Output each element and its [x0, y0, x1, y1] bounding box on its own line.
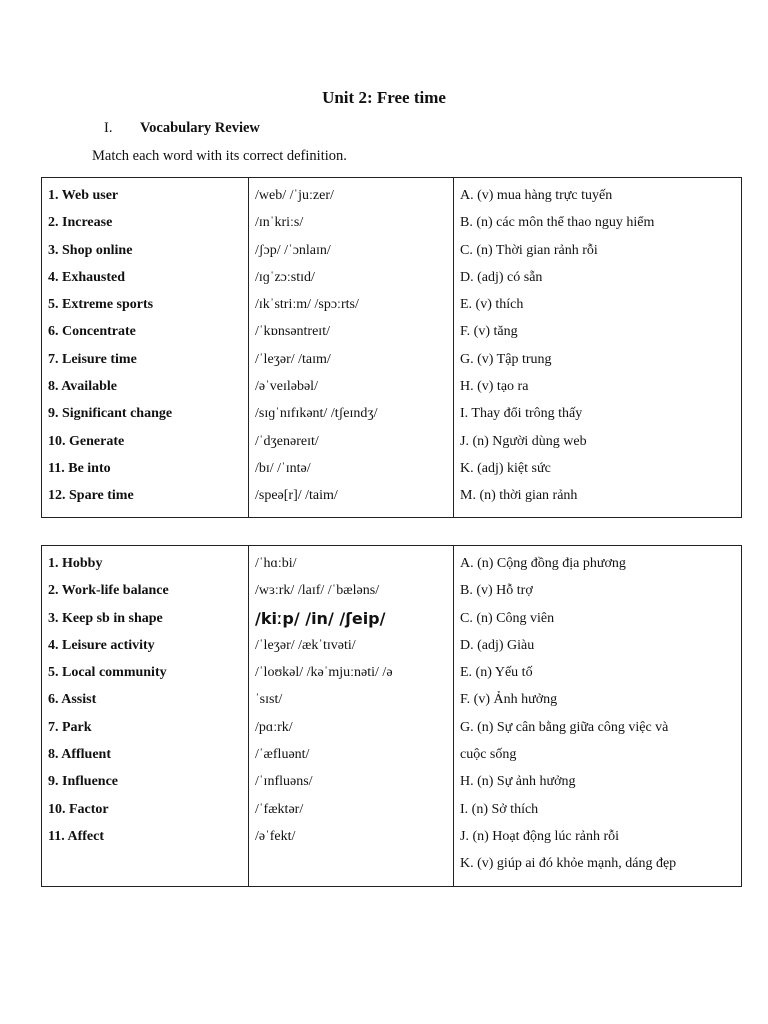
ipa-item: /ˈɪnfluəns/: [255, 774, 313, 790]
ipa-item: /web/ /ˈjuːzer/: [255, 188, 334, 203]
definition-item: D. (adj) Giàu: [460, 637, 535, 653]
section-heading: [104, 120, 260, 137]
word-item: 12. Spare time: [48, 488, 134, 504]
word-column: [42, 178, 249, 518]
ipa-item: /wɜːrk/ /laɪf/ /ˈbæləns/: [255, 583, 380, 599]
word-item: 5. Extreme sports: [48, 297, 154, 313]
definition-item: G. (v) Tập trung: [460, 351, 552, 367]
word-item: 10. Factor: [48, 801, 109, 817]
word-item: 11. Be into: [48, 460, 111, 476]
definition-item: G. (n) Sự cân bằng giữa công việc và: [460, 719, 669, 735]
ipa-item: /əˈfekt/: [255, 828, 296, 844]
vocabulary-table-2: [41, 545, 742, 887]
definition-item: B. (n) các môn thể thao nguy hiểm: [460, 215, 655, 231]
ipa-item: /əˈveɪləbəl/: [255, 379, 318, 395]
word-item: 3. Keep sb in shape: [48, 610, 163, 626]
definition-item: E. (v) thích: [460, 297, 524, 313]
word-column: [42, 546, 249, 887]
page-title: Unit 2: Free time: [322, 88, 446, 107]
word-item: 2. Increase: [48, 215, 113, 231]
section-heading-text: Vocabulary Review: [140, 120, 260, 136]
ipa-item: /ˈæfluənt/: [255, 747, 310, 763]
word-item: 7. Park: [48, 719, 92, 735]
word-item: 4. Leisure activity: [48, 637, 155, 653]
word-item: 9. Influence: [48, 774, 118, 790]
ipa-item: /ˈleʒər/ /taɪm/: [255, 351, 331, 367]
word-item: 8. Affluent: [48, 747, 111, 763]
word-item: 8. Available: [48, 379, 117, 395]
definition-item: I. Thay đổi trông thấy: [460, 406, 583, 422]
ipa-item: /speə[r]/ /taim/: [255, 488, 338, 504]
ipa-item: /ˈhɑːbi/: [255, 556, 297, 571]
ipa-item: /ˈkɒnsəntreɪt/: [255, 324, 330, 340]
table-row: [42, 178, 742, 518]
ipa-item: /ɪkˈstriːm/ /spɔːrts/: [255, 297, 359, 313]
ipa-item: /ˈloʊkəl/ /kəˈmjuːnəti/ /ə: [255, 665, 393, 681]
ipa-item: /ɪɡˈzɔːstɪd/: [255, 269, 315, 285]
definition-item: cuộc sống: [460, 747, 517, 763]
definition-item: F. (v) tăng: [460, 324, 518, 340]
ipa-column: [249, 178, 454, 518]
definition-item: M. (n) thời gian rảnh: [460, 488, 578, 504]
word-item: 3. Shop online: [48, 242, 133, 258]
instruction-text: Match each word with its correct definition.: [92, 148, 347, 164]
word-item: 6. Assist: [48, 692, 97, 708]
definition-item: A. (v) mua hàng trực tuyến: [460, 188, 613, 203]
word-item: 9. Significant change: [48, 406, 173, 422]
table-row: [42, 546, 742, 887]
definition-item: J. (n) Hoạt động lúc rảnh rỗi: [460, 828, 620, 844]
section-number: I.: [104, 120, 113, 136]
definition-item: K. (adj) kiệt sức: [460, 460, 551, 476]
definition-item: A. (n) Cộng đồng địa phương: [460, 556, 626, 571]
definition-item: I. (n) Sở thích: [460, 801, 539, 817]
ipa-item: /ʃɔp/ /ˈɔnlaɪn/: [255, 242, 331, 258]
ipa-item: ˈsɪst/: [255, 692, 283, 708]
ipa-item: /pɑːrk/: [255, 719, 293, 735]
ipa-item: /ˈfæktər/: [255, 801, 304, 817]
vocabulary-table-1: [41, 177, 742, 518]
definition-item: H. (n) Sự ảnh hưởng: [460, 774, 576, 790]
definition-item: F. (v) Ảnh hưởng: [460, 692, 558, 708]
ipa-item: /kiːp/ /in/ /ʃeip/: [255, 608, 386, 628]
ipa-item: /ɪnˈkriːs/: [255, 215, 304, 231]
definition-item: D. (adj) có sẵn: [460, 269, 543, 285]
ipa-item: /bɪ/ /ˈɪntə/: [255, 460, 311, 476]
word-item: 11. Affect: [48, 828, 104, 844]
definition-item: C. (n) Công viên: [460, 610, 555, 626]
word-item: 4. Exhausted: [48, 269, 126, 285]
word-item: 2. Work-life balance: [48, 583, 169, 599]
ipa-column: [249, 546, 454, 887]
definition-item: C. (n) Thời gian rảnh rỗi: [460, 242, 598, 258]
word-item: 7. Leisure time: [48, 351, 137, 367]
word-item: 10. Generate: [48, 433, 125, 449]
word-item: 1. Hobby: [48, 556, 103, 571]
definition-column: [454, 546, 742, 887]
definition-item: E. (n) Yếu tố: [460, 665, 533, 681]
ipa-item: /sɪɡˈnɪfɪkənt/ /tʃeɪndʒ/: [255, 406, 378, 422]
word-item: 6. Concentrate: [48, 324, 136, 340]
ipa-item: /ˈdʒenəreɪt/: [255, 433, 319, 449]
word-item: 5. Local community: [48, 665, 167, 681]
ipa-item: /ˈleʒər/ /ækˈtɪvəti/: [255, 637, 356, 653]
definition-item: J. (n) Người dùng web: [460, 433, 587, 449]
definition-item: B. (v) Hỗ trợ: [460, 583, 533, 599]
definition-column: [454, 178, 742, 518]
definition-item: H. (v) tạo ra: [460, 379, 529, 395]
definition-item: K. (v) giúp ai đó khỏe mạnh, dáng đẹp: [460, 856, 677, 872]
word-item: 1. Web user: [48, 188, 119, 203]
